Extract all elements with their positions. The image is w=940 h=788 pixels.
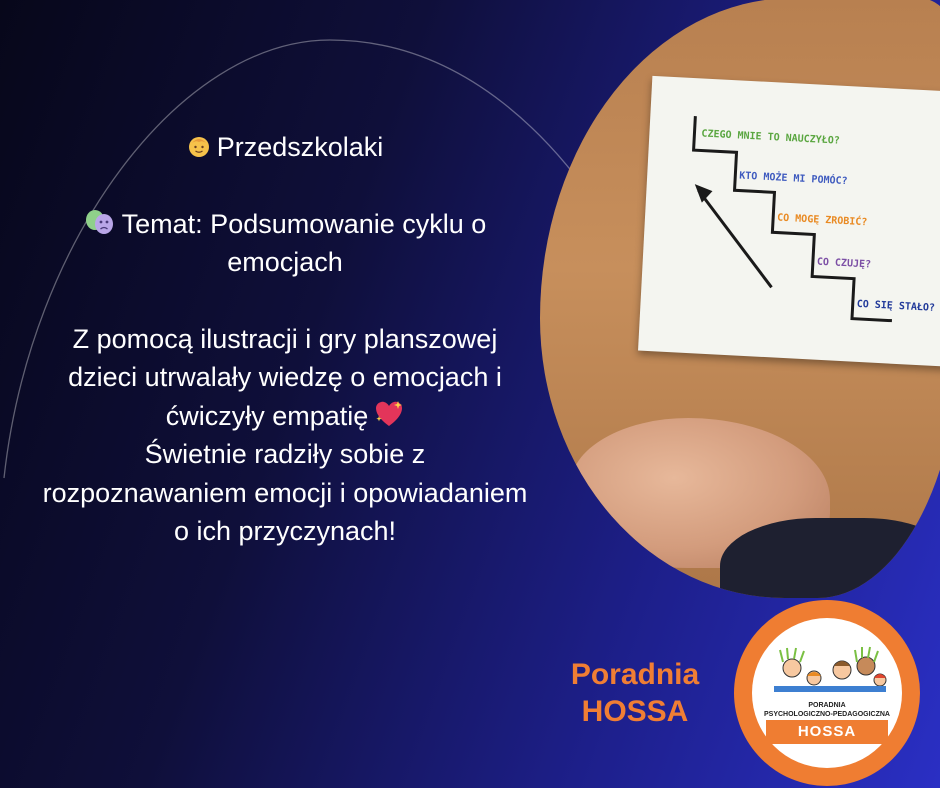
worksheet-paper [638,76,940,367]
body-text-2: Świetnie radziły sobie z rozpoznawaniem emocji i opowiadaniem o ich przyczynach! [42,439,528,546]
lesson-photo [540,0,940,598]
logo-inner [752,618,902,768]
brand-name [545,656,725,730]
sparkling-heart-icon [374,400,404,428]
logo-sub-2: PSYCHOLOGICZNO-PEDAGOGICZNA [763,711,890,718]
group-text: Przedszkolaki [216,132,384,162]
stair-label-2: KTO MOŻE MI POMÓC? [739,170,848,188]
children-illustration-icon [752,618,902,698]
stair-label-4: CO CZUJĘ? [816,256,872,271]
group-line [40,128,530,167]
brand-line-2: HOSSA [581,695,689,728]
body-text-1: Z pomocą ilustracji i gry planszowej dzieci utrwalały wiedzę o emocjach i ćwiczyły empatię [68,323,502,431]
body-line-1 [40,320,530,436]
logo-name-bar: HOSSA [766,720,888,744]
theater-masks-icon [84,209,116,235]
body-line-2 [40,435,530,551]
stair-label-5: CO SIĘ STAŁO? [856,298,936,314]
child-sleeve [720,518,940,598]
brand-line-1: Poradnia [570,658,700,691]
logo-sub-1: PORADNIA [808,702,846,709]
topic-line [40,205,530,282]
child-face-icon [187,134,211,158]
stair-label-1: CZEGO MNIE TO NAUCZYŁO? [701,128,841,147]
post-text [40,128,530,551]
topic-text: Temat: Podsumowanie cyklu o emocjach [121,208,487,277]
hossa-logo [734,600,920,786]
stair-label-3: CO MOGĘ ZROBIĆ? [776,212,868,229]
